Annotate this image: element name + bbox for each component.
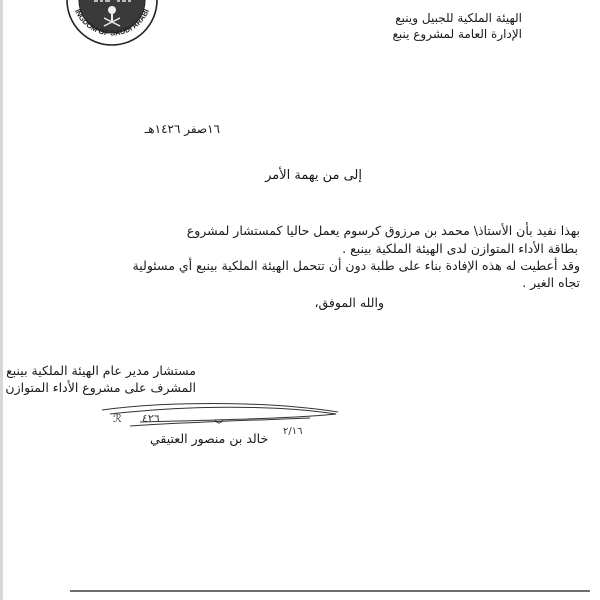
body-line-3: وقد أعطيت له هذه الإفادة بناء على طلبة دون أن تتحمل الهيئة الملكية بينبع أي مسئولية — [132, 258, 580, 273]
body-line-4: تجاه الغير . — [522, 275, 580, 290]
body-line-1: بهذا نفيد بأن الأستاذ\ محمد بن مرزوق كرسوم يعمل حاليا كمستشار لمشروع — [186, 223, 580, 238]
header-department: الإدارة العامة لمشروع ينبع — [392, 27, 522, 41]
signatory-title-1: مستشار مدير عام الهيئة الملكية بينبع — [6, 363, 196, 378]
scan-edge — [0, 0, 3, 600]
closing: والله الموفق، — [314, 295, 384, 310]
body-line-2: بطاقة الأداء المتوازن لدى الهيئة الملكية بينبع . — [342, 241, 578, 256]
handwritten-date: ٢/١٦ — [283, 426, 303, 437]
handwritten-number: ٤٢٦ — [142, 412, 160, 425]
letter-date: ١٦صفر ١٤٢٦هـ — [144, 122, 220, 136]
signatory-name: خالد بن منصور العتيقي — [150, 431, 269, 446]
salutation: إلى من يهمة الأمر — [265, 168, 362, 183]
handwritten-mark: ℛ — [113, 412, 122, 425]
seal-text: INGDOM OF SAUDI ARABI — [73, 7, 151, 38]
kingdom-seal-logo — [62, 0, 162, 46]
header-org-name: الهيئة الملكية للجبيل وينبع — [395, 11, 522, 25]
signatory-title-2: المشرف على مشروع الأداء المتوازن — [5, 380, 196, 395]
footer-divider — [70, 590, 590, 592]
